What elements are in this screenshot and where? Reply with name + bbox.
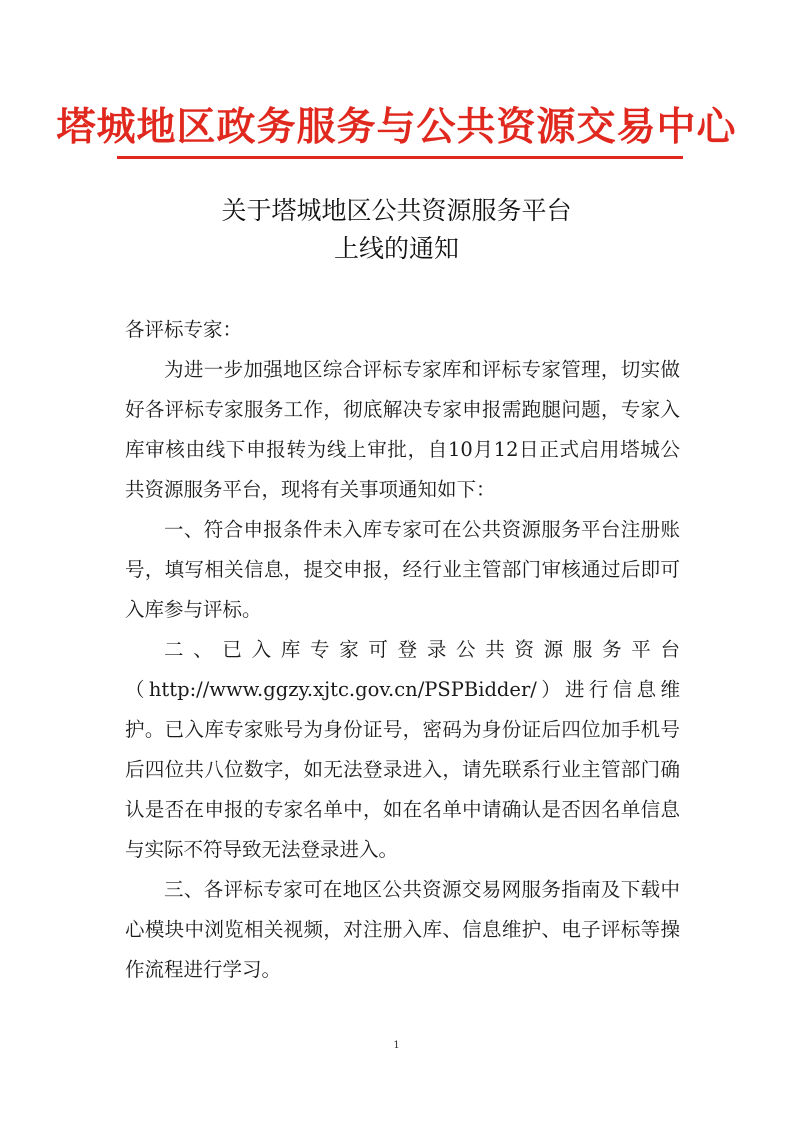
org-letterhead-title: 塔城地区政务服务与公共资源交易中心 xyxy=(56,104,737,150)
document-title-line-1: 关于塔城地区公共资源服务平台 xyxy=(221,196,572,225)
body-paragraph-item-2: 二、已入库专家可登录公共资源服务平台（http://www.ggzy.xjtc.gov.cn/PSPBidder/）进行信息维护。已入库专家账号为身份证号，密码为身份证后四位加手机号后四位共八位数字，如无法登录进入，请先联系行业主管部门确认是否在申报的专家名单中，如在名单中请确认是否因名单信息与实际不符导致无法登录进入。 xyxy=(125,638,680,861)
body-paragraph-item-1: 一、符合申报条件未入库专家可在公共资源服务平台注册账号，填写相关信息，提交申报，经行业主管部门审核通过后即可入库参与评标。 xyxy=(125,518,680,621)
salutation: 各评标专家： xyxy=(125,318,243,341)
page-number: 1 xyxy=(393,1040,400,1051)
document-title xyxy=(0,192,793,268)
body-paragraph-item-3: 三、各评标专家可在地区公共资源交易网服务指南及下载中心模块中浏览相关视频，对注册入库、信息维护、电子评标等操作流程进行学习。 xyxy=(125,878,680,981)
body-paragraph-intro: 为进一步加强地区综合评标专家库和评标专家管理，切实做好各评标专家服务工作，彻底解决专家申报需跑腿问题，专家入库审核由线下申报转为线上审批，自10月12日正式启用塔城公共资源服务平台，现将有关事项通知如下： xyxy=(125,358,680,501)
letterhead-red-rule xyxy=(117,156,683,159)
document-title-line-2: 上线的通知 xyxy=(333,234,459,263)
document-body xyxy=(125,310,680,990)
